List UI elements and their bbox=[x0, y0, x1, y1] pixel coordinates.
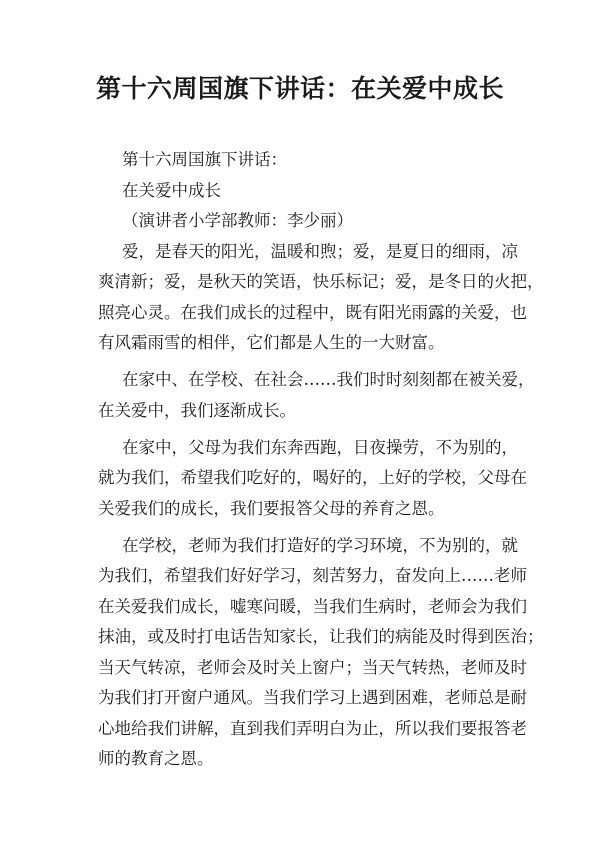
text-line: 在学校，老师为我们打造好的学习环境，不为别的，就 bbox=[122, 535, 518, 555]
text-line: 在关爱中，我们逐渐成长。 bbox=[98, 400, 296, 420]
text-line: 当天气转凉，老师会及时关上窗户；当天气转热，老师及时 bbox=[98, 657, 527, 677]
text-line: 在关爱中成长 bbox=[122, 180, 221, 200]
text-line: 第十六周国旗下讲话： bbox=[122, 150, 287, 169]
text-line: 在家中、在学校、在社会……我们时时刻刻都在被关爱， bbox=[122, 370, 535, 389]
text-line: 抹油，或及时打电话告知家长，让我们的病能及时得到医治； bbox=[98, 627, 544, 646]
text-line: 爽清新；爱，是秋天的笑语，快乐标记；爱，是冬日的火把， bbox=[98, 272, 544, 291]
document-title: 第十六周国旗下讲话：在关爱中成长 bbox=[95, 74, 504, 103]
text-line: 师的教育之恩。 bbox=[98, 749, 214, 768]
text-line: 在家中，父母为我们东奔西跑，日夜操劳，不为别的， bbox=[122, 437, 518, 457]
text-line: （演讲者小学部教师：李少丽） bbox=[122, 211, 353, 230]
text-line: 照亮心灵。在我们成长的过程中，既有阳光雨露的关爱，也 bbox=[98, 302, 527, 322]
text-line: 在关爱我们成长，嘘寒问暖，当我们生病时，老师会为我们 bbox=[98, 596, 527, 616]
text-line: 心地给我们讲解，直到我们弄明白为止，所以我们要报答老 bbox=[98, 718, 527, 738]
document-body bbox=[98, 147, 544, 783]
text-line: 有风霜雨雪的相伴，它们都是人生的一大财富。 bbox=[98, 333, 445, 352]
text-line: 为我们打开窗户通风。当我们学习上遇到困难，老师总是耐 bbox=[98, 688, 527, 707]
text-line: 关爱我们的成长，我们要报答父母的养育之恩。 bbox=[98, 498, 445, 518]
text-line: 就为我们，希望我们吃好的，喝好的，上好的学校，父母在 bbox=[98, 468, 527, 487]
text-line: 爱，是春天的阳光，温暖和煦；爱，是夏日的细雨，凉 bbox=[122, 241, 518, 261]
text-line: 为我们，希望我们好好学习，刻苦努力，奋发向上……老师 bbox=[98, 566, 527, 585]
